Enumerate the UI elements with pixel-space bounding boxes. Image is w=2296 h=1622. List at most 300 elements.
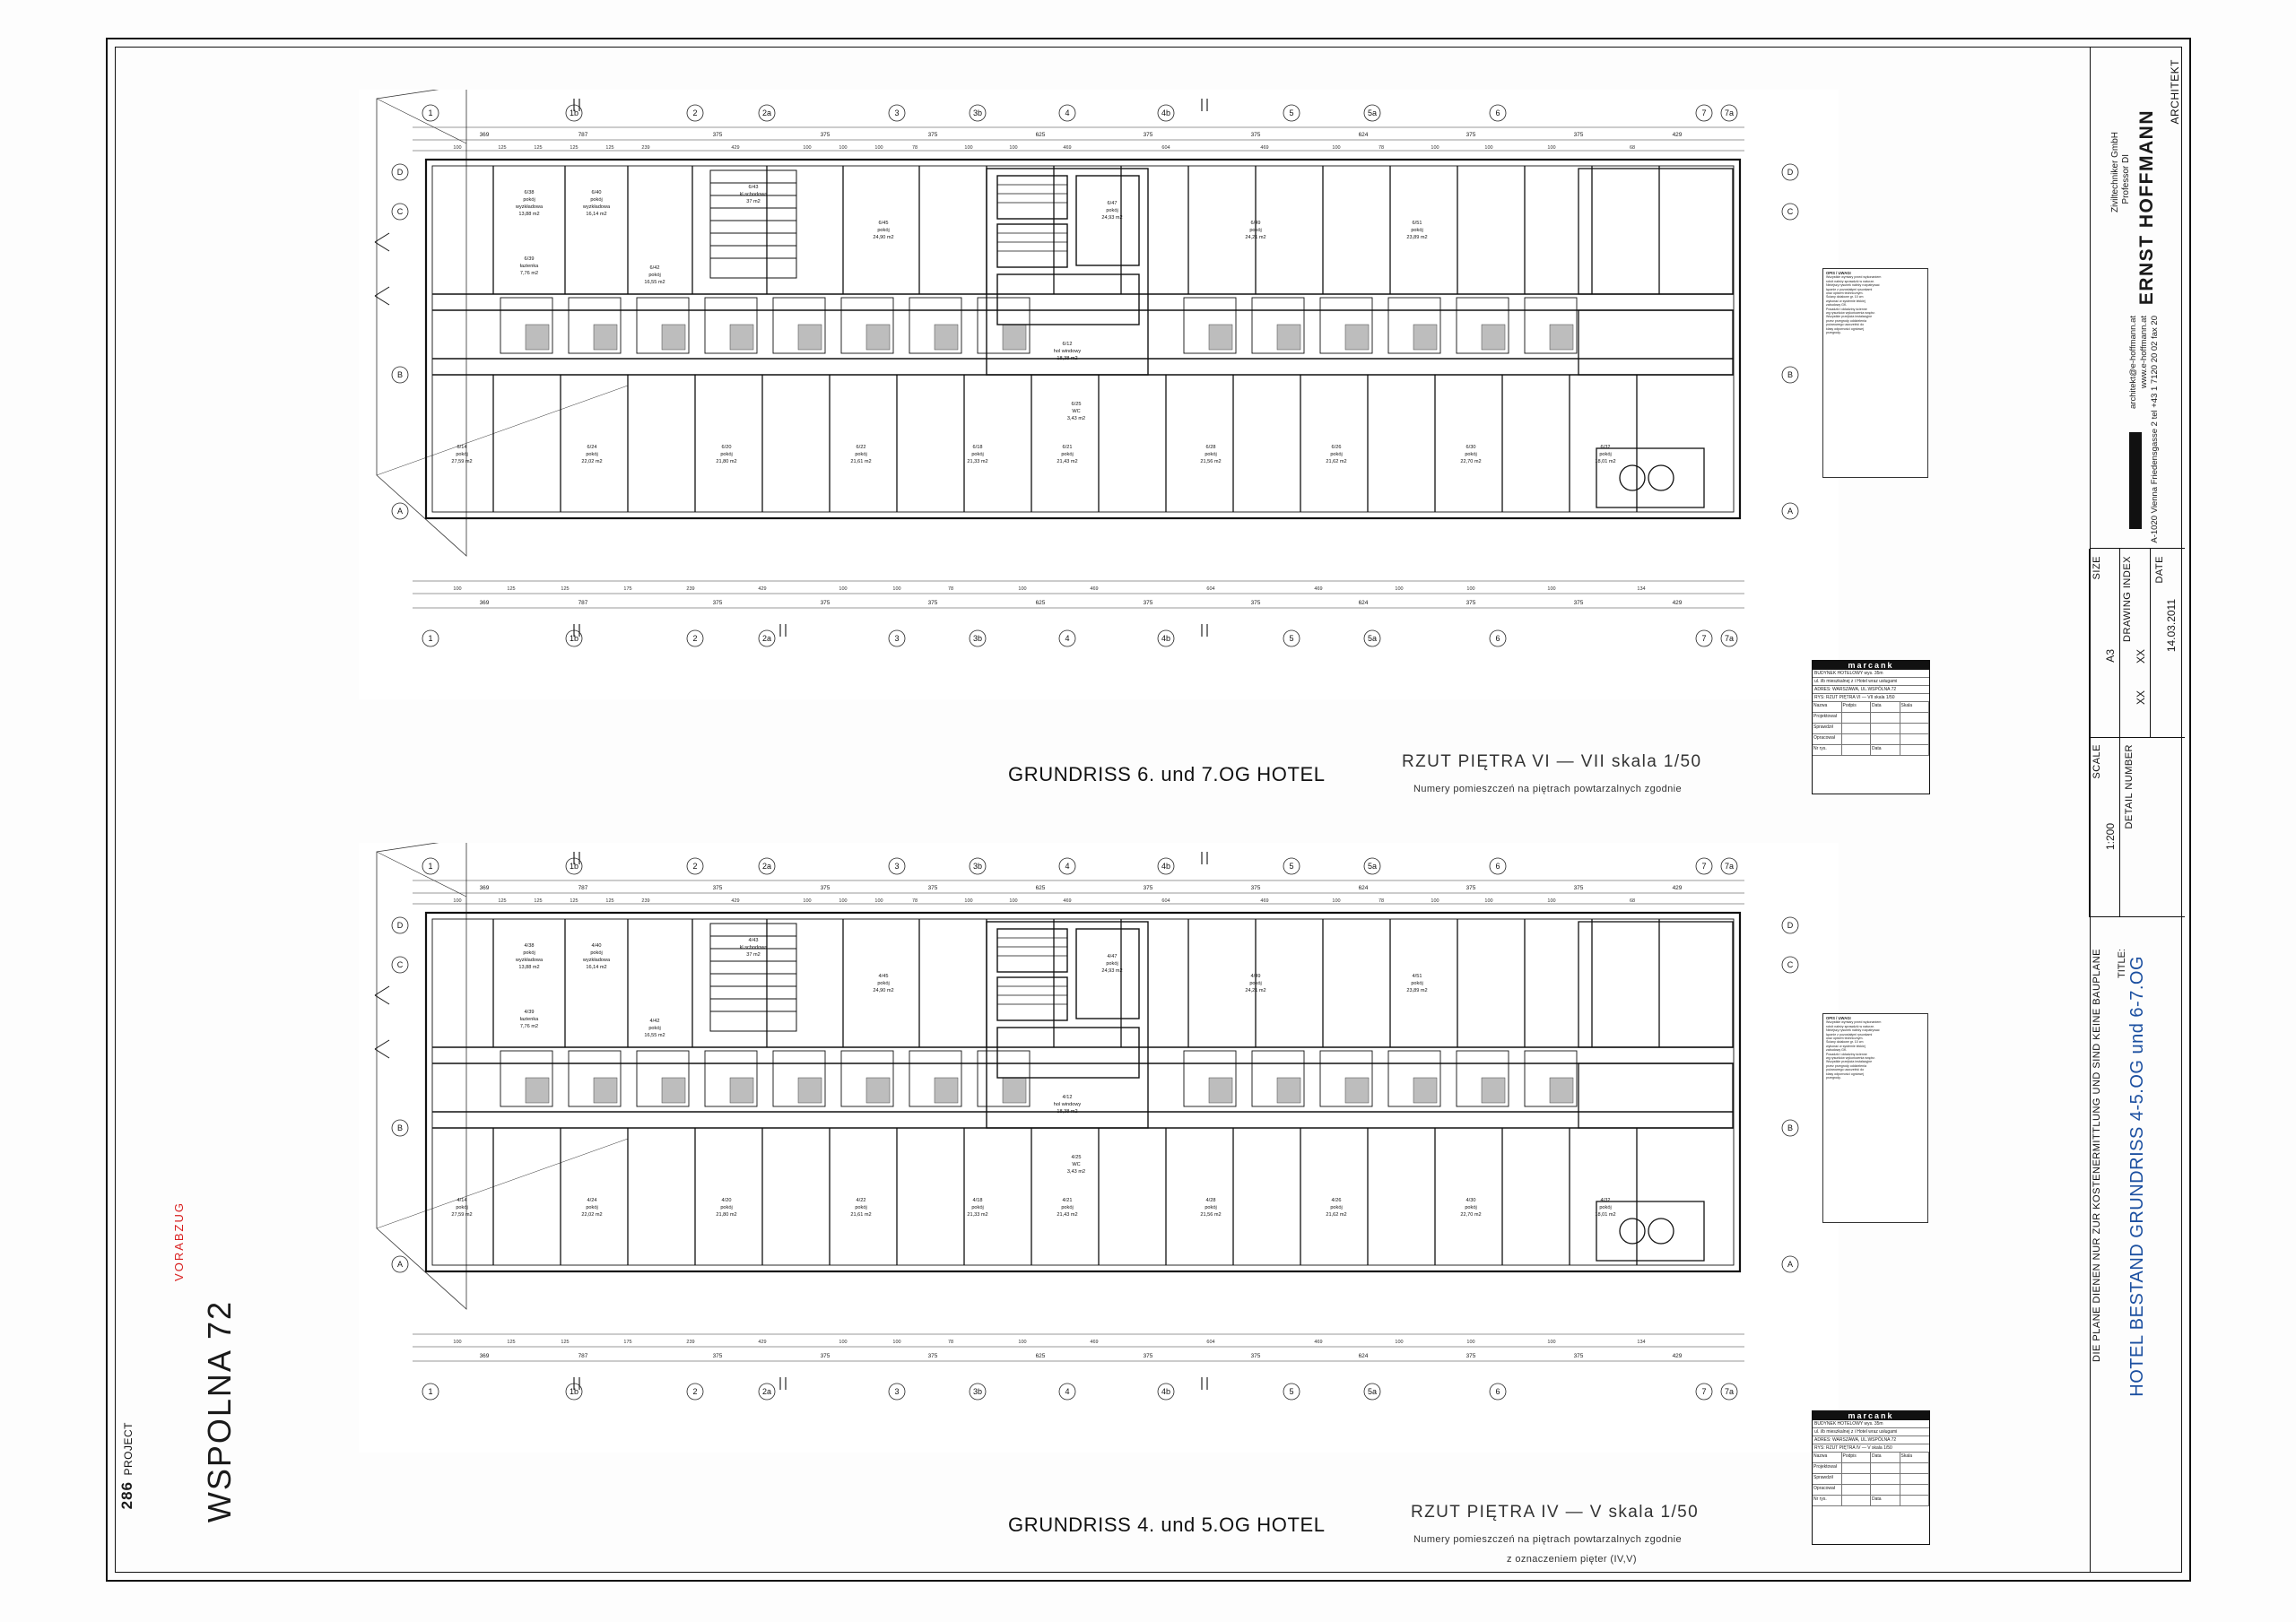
- svg-text:4/40: 4/40: [591, 943, 602, 949]
- svg-text:375: 375: [1573, 600, 1584, 606]
- svg-text:21,43 m2: 21,43 m2: [1057, 459, 1078, 464]
- svg-text:pokój: pokój: [1599, 1205, 1612, 1210]
- svg-text:24,93 m2: 24,93 m2: [1101, 215, 1123, 221]
- svg-text:4/25: 4/25: [1071, 1155, 1082, 1160]
- legend-line: łącznie z pozostałymi rysunkami: [1826, 287, 1873, 291]
- svg-text:B: B: [1787, 370, 1794, 379]
- svg-text:5: 5: [1289, 1387, 1294, 1396]
- date-label: DATE: [2154, 556, 2165, 584]
- svg-text:4: 4: [1065, 1387, 1070, 1396]
- plan-caption-lower-pl: RZUT PIĘTRA IV — V skala 1/50: [1411, 1503, 1700, 1522]
- svg-text:469: 469: [1090, 1340, 1099, 1345]
- svg-text:4/28: 4/28: [1205, 1198, 1216, 1203]
- svg-text:100: 100: [874, 898, 883, 904]
- svg-text:5a: 5a: [1367, 862, 1378, 871]
- svg-text:429: 429: [1672, 885, 1683, 891]
- svg-text:125: 125: [534, 145, 543, 151]
- stamp-line2-lower: ul. i/b mieszkalnej z i Hotel wraz usługami: [1813, 1428, 1929, 1436]
- svg-text:369: 369: [479, 600, 490, 606]
- legend-title-upper: OPIS / UWAGI: [1826, 271, 1851, 275]
- svg-text:pokój: pokój: [1061, 452, 1074, 457]
- date-cell: [2150, 549, 2185, 738]
- svg-text:6/39: 6/39: [524, 256, 535, 262]
- svg-text:100: 100: [1431, 145, 1439, 151]
- svg-text:375: 375: [927, 132, 938, 138]
- svg-text:5a: 5a: [1367, 634, 1378, 643]
- svg-text:pokój: pokój: [590, 950, 603, 956]
- scale-value: 1:200: [2104, 823, 2117, 851]
- svg-text:27,59 m2: 27,59 m2: [451, 459, 473, 464]
- stamp-cell: Data: [1871, 745, 1900, 756]
- svg-text:375: 375: [1465, 1353, 1476, 1359]
- svg-text:pokój: pokój: [1106, 961, 1118, 967]
- plan-note-upper-1: Numery pomieszczeń na piętrach powtarzalnych zgodnie: [1413, 784, 1682, 794]
- svg-text:6/51: 6/51: [1412, 221, 1422, 226]
- svg-text:7a: 7a: [1724, 862, 1735, 871]
- svg-text:1: 1: [428, 862, 433, 871]
- stamp-cell: [1871, 713, 1900, 724]
- svg-text:4/47: 4/47: [1107, 954, 1118, 959]
- svg-text:16,14 m2: 16,14 m2: [586, 212, 607, 217]
- svg-text:375: 375: [1250, 600, 1261, 606]
- svg-text:100: 100: [839, 1340, 848, 1345]
- svg-text:24,21 m2: 24,21 m2: [1245, 988, 1266, 993]
- svg-text:23,89 m2: 23,89 m2: [1406, 988, 1428, 993]
- svg-text:6/49: 6/49: [1250, 221, 1261, 226]
- svg-text:100: 100: [874, 145, 883, 151]
- svg-text:125: 125: [498, 145, 507, 151]
- svg-text:pokój: pokój: [855, 452, 867, 457]
- legend-line: Wszystkie wymiary przed wykonaniem: [1826, 1020, 1882, 1025]
- stamp-cell: [1842, 1463, 1872, 1474]
- stamp-cell: Data: [1871, 1496, 1900, 1506]
- legend-box-lower: [1822, 1013, 1928, 1223]
- svg-text:125: 125: [507, 586, 516, 592]
- svg-text:pokój: pokój: [1599, 452, 1612, 457]
- svg-text:469: 469: [1260, 145, 1269, 151]
- floor-plan-6-7og-drawing: [359, 90, 1839, 699]
- detail-number-cell: [2119, 737, 2185, 917]
- svg-text:369: 369: [479, 885, 490, 891]
- architect-web: www.e-hoffmann.at: [2139, 316, 2149, 389]
- svg-text:100: 100: [892, 586, 901, 592]
- svg-text:4: 4: [1065, 862, 1070, 871]
- svg-text:100: 100: [453, 1340, 462, 1345]
- svg-text:4b: 4b: [1161, 108, 1171, 117]
- svg-text:625: 625: [1035, 132, 1046, 138]
- svg-text:4/21: 4/21: [1062, 1198, 1073, 1203]
- svg-text:787: 787: [578, 885, 588, 891]
- svg-text:375: 375: [927, 1353, 938, 1359]
- stamp-col-header: Nazwa: [1813, 1453, 1842, 1463]
- svg-text:100: 100: [453, 586, 462, 592]
- floor-plan-4-5og: [359, 843, 1839, 1453]
- svg-text:78: 78: [911, 145, 918, 151]
- svg-text:375: 375: [927, 885, 938, 891]
- svg-text:pokój: pokój: [1249, 228, 1262, 233]
- svg-text:100: 100: [1009, 145, 1018, 151]
- svg-text:7: 7: [1701, 1387, 1707, 1396]
- svg-text:pokój: pokój: [648, 1026, 661, 1031]
- title-main: HOTEL BESTAND GRUNDRISS 4-5.OG und 6-7.OG: [2127, 956, 2147, 1397]
- left-label-stack: [115, 1076, 276, 1578]
- legend-box-upper: [1822, 268, 1928, 478]
- svg-text:pokój: pokój: [1249, 981, 1262, 986]
- svg-text:4/49: 4/49: [1250, 974, 1261, 979]
- svg-text:pokój: pokój: [877, 981, 890, 986]
- svg-text:1: 1: [428, 108, 433, 117]
- svg-text:4/32: 4/32: [1600, 1198, 1611, 1203]
- svg-text:6/47: 6/47: [1107, 201, 1118, 206]
- svg-text:22,70 m2: 22,70 m2: [1460, 1212, 1482, 1218]
- svg-text:429: 429: [1672, 132, 1683, 138]
- legend-line: zabudowy GK.: [1826, 1048, 1848, 1053]
- svg-text:6/42: 6/42: [649, 265, 660, 271]
- svg-text:125: 125: [570, 898, 578, 904]
- svg-text:pokój: pokój: [1205, 452, 1217, 457]
- svg-text:787: 787: [578, 600, 588, 606]
- svg-text:6/18: 6/18: [972, 445, 983, 450]
- legend-line: Niniejszy rysunek należy rozpatrywać: [1826, 283, 1880, 288]
- stamp-cell: [1842, 745, 1872, 756]
- svg-text:7: 7: [1701, 862, 1707, 871]
- svg-text:604: 604: [1206, 586, 1215, 592]
- svg-text:5: 5: [1289, 634, 1294, 643]
- svg-text:A: A: [1787, 507, 1794, 516]
- svg-text:68: 68: [1629, 145, 1636, 151]
- svg-text:1: 1: [428, 634, 433, 643]
- stamp-address-lower: ADRES: WARSZAWA, UL.WSPÓLNA 72: [1813, 1436, 1929, 1444]
- svg-text:pokój: pokój: [1465, 1205, 1477, 1210]
- svg-text:100: 100: [1547, 145, 1556, 151]
- svg-text:A: A: [396, 507, 404, 516]
- stamp-cell: [1900, 1474, 1930, 1485]
- svg-text:37 m2: 37 m2: [746, 199, 761, 204]
- svg-text:4/43: 4/43: [748, 938, 759, 943]
- svg-text:3b: 3b: [972, 108, 983, 117]
- svg-text:5: 5: [1289, 862, 1294, 871]
- svg-text:1b: 1b: [569, 862, 579, 871]
- svg-text:D: D: [396, 921, 404, 930]
- svg-text:4/20: 4/20: [721, 1198, 732, 1203]
- svg-text:pokój: pokój: [456, 452, 468, 457]
- stamp-cell: [1871, 724, 1900, 734]
- svg-text:3b: 3b: [972, 862, 983, 871]
- svg-text:pokój: pokój: [1411, 228, 1423, 233]
- svg-text:68: 68: [1629, 898, 1636, 904]
- svg-text:375: 375: [1250, 1353, 1261, 1359]
- svg-text:24,90 m2: 24,90 m2: [873, 235, 894, 240]
- legend-line: przez przegrody oddzielenia: [1826, 318, 1866, 323]
- svg-text:125: 125: [534, 898, 543, 904]
- title-cell: [2090, 916, 2185, 1573]
- svg-text:pokój: pokój: [586, 1205, 598, 1210]
- svg-text:78: 78: [947, 1340, 954, 1345]
- scale-cell: [2089, 737, 2120, 917]
- svg-text:624: 624: [1358, 1353, 1369, 1359]
- svg-text:4/30: 4/30: [1465, 1198, 1476, 1203]
- stamp-col-header: Skala: [1900, 702, 1930, 713]
- svg-text:37 m2: 37 m2: [746, 952, 761, 958]
- svg-text:375: 375: [927, 600, 938, 606]
- svg-text:6: 6: [1495, 108, 1500, 117]
- svg-text:100: 100: [1009, 898, 1018, 904]
- legend-line: Ściany działowe gr. 10 cm: [1826, 295, 1864, 299]
- legend-body-upper: [1826, 275, 1925, 334]
- stamp-drawing-lower: RYS: RZUT PIĘTRA IV — V skala 1/50: [1813, 1444, 1929, 1453]
- project-label: PROJECT: [122, 1422, 135, 1476]
- legend-line: robót należy sprawdzić w naturze.: [1826, 1024, 1875, 1028]
- svg-text:369: 369: [479, 132, 490, 138]
- svg-text:D: D: [1787, 168, 1794, 177]
- svg-text:3,43 m2: 3,43 m2: [1066, 1169, 1086, 1175]
- svg-text:21,80 m2: 21,80 m2: [716, 1212, 737, 1218]
- svg-text:22,02 m2: 22,02 m2: [581, 1212, 603, 1218]
- svg-text:100: 100: [803, 898, 812, 904]
- architect-name: ERNST HOFFMANN: [2136, 109, 2157, 306]
- svg-text:175: 175: [623, 1340, 632, 1345]
- svg-text:100: 100: [1395, 586, 1404, 592]
- stamp-cell: Opracował: [1813, 734, 1842, 745]
- stamp-col-header: Podpis: [1842, 1453, 1872, 1463]
- svg-text:100: 100: [1018, 1340, 1027, 1345]
- stamp-cell: [1900, 1496, 1930, 1506]
- svg-text:5a: 5a: [1367, 108, 1378, 117]
- scale-label: SCALE: [2092, 744, 2102, 779]
- svg-text:469: 469: [1314, 586, 1323, 592]
- svg-text:625: 625: [1035, 885, 1046, 891]
- stamp-cell: [1871, 1485, 1900, 1496]
- svg-text:pokój: pokój: [648, 273, 661, 278]
- plan-caption-lower-de: GRUNDRISS 4. und 5.OG HOTEL: [1008, 1514, 1326, 1536]
- svg-text:6/28: 6/28: [1205, 445, 1216, 450]
- svg-text:787: 787: [578, 1353, 588, 1359]
- stamp-cell: [1900, 745, 1930, 756]
- svg-text:100: 100: [1547, 898, 1556, 904]
- svg-text:624: 624: [1358, 885, 1369, 891]
- architect-role-2: Ziviltechniker GmbH: [2110, 132, 2120, 213]
- svg-text:7a: 7a: [1724, 1387, 1735, 1396]
- svg-text:100: 100: [1547, 586, 1556, 592]
- stamp-grid-lower: [1813, 1453, 1929, 1506]
- svg-text:6/14: 6/14: [457, 445, 467, 450]
- svg-text:21,61 m2: 21,61 m2: [850, 459, 872, 464]
- svg-text:375: 375: [820, 132, 831, 138]
- svg-text:604: 604: [1161, 898, 1170, 904]
- svg-text:wyzkładowa: wyzkładowa: [515, 204, 544, 210]
- svg-text:pokój: pokój: [720, 1205, 733, 1210]
- stamp-cell: Sprawdził: [1813, 724, 1842, 734]
- stamp-drawing-upper: RYS: RZUT PIĘTRA VI — VII skala 1/50: [1813, 694, 1929, 702]
- svg-text:78: 78: [1378, 145, 1385, 151]
- svg-text:100: 100: [1466, 1340, 1475, 1345]
- legend-line: Posadzki i okładziny ścienne: [1826, 307, 1867, 311]
- svg-text:6/20: 6/20: [721, 445, 732, 450]
- svg-text:3: 3: [894, 108, 900, 117]
- building-name: WSPOLNA 72: [201, 1300, 238, 1523]
- legend-title-lower: OPIS / UWAGI: [1826, 1016, 1851, 1020]
- size-cell: [2089, 549, 2120, 738]
- svg-text:pokój: pokój: [971, 1205, 984, 1210]
- svg-text:78: 78: [911, 898, 918, 904]
- svg-text:A: A: [1787, 1260, 1794, 1269]
- plan-caption-upper-de: GRUNDRISS 6. und 7.OG HOTEL: [1008, 763, 1326, 785]
- svg-text:1b: 1b: [569, 634, 579, 643]
- svg-text:16,55 m2: 16,55 m2: [644, 1033, 665, 1038]
- svg-text:6/21: 6/21: [1062, 445, 1073, 450]
- svg-text:21,56 m2: 21,56 m2: [1200, 459, 1222, 464]
- svg-text:125: 125: [507, 1340, 516, 1345]
- svg-text:21,56 m2: 21,56 m2: [1200, 1212, 1222, 1218]
- svg-text:134: 134: [1637, 1340, 1646, 1345]
- svg-text:B: B: [396, 370, 404, 379]
- stamp-cell: [1900, 724, 1930, 734]
- svg-text:239: 239: [686, 586, 695, 592]
- stamp-logo-lower: marcank: [1813, 1411, 1929, 1420]
- svg-text:D: D: [1787, 921, 1794, 930]
- floor-plan-6-7og: [359, 90, 1839, 699]
- svg-text:2a: 2a: [761, 108, 772, 117]
- svg-text:pokój: pokój: [590, 197, 603, 203]
- svg-text:5a: 5a: [1367, 1387, 1378, 1396]
- svg-text:175: 175: [623, 586, 632, 592]
- architect-contact: architekt@e-hoffmann.at: [2128, 316, 2138, 409]
- svg-text:C: C: [1787, 207, 1794, 216]
- svg-text:100: 100: [1332, 145, 1341, 151]
- svg-text:100: 100: [839, 145, 848, 151]
- legend-line: pożarowego uszczelnić do: [1826, 1068, 1865, 1072]
- svg-text:100: 100: [453, 145, 462, 151]
- plan-caption-upper-pl: RZUT PIĘTRA VI — VII skala 1/50: [1402, 752, 1702, 771]
- svg-text:375: 375: [1143, 885, 1153, 891]
- svg-text:4/51: 4/51: [1412, 974, 1422, 979]
- svg-text:4: 4: [1065, 634, 1070, 643]
- legend-body-lower: [1826, 1020, 1925, 1080]
- svg-text:2a: 2a: [761, 862, 772, 871]
- vorabzug-label: VORABZUG: [172, 1201, 186, 1281]
- svg-text:21,62 m2: 21,62 m2: [1326, 459, 1347, 464]
- svg-text:4/42: 4/42: [649, 1019, 660, 1024]
- svg-text:375: 375: [1573, 132, 1584, 138]
- size-value: A3: [2104, 649, 2117, 663]
- svg-text:pokój: pokój: [877, 228, 890, 233]
- svg-text:375: 375: [712, 1353, 723, 1359]
- svg-text:6/38: 6/38: [524, 190, 535, 195]
- plan-note-lower-1: Numery pomieszczeń na piętrach powtarzalnych zgodnie: [1413, 1534, 1682, 1545]
- svg-text:100: 100: [453, 898, 462, 904]
- svg-text:125: 125: [570, 145, 578, 151]
- svg-text:2a: 2a: [761, 634, 772, 643]
- svg-text:2: 2: [692, 1387, 698, 1396]
- svg-text:kl.schodowa: kl.schodowa: [739, 945, 768, 950]
- stamp-line2-upper: ul. i/b mieszkalnej z i Hotel wraz usługami: [1813, 678, 1929, 686]
- stamp-grid-upper: [1813, 702, 1929, 756]
- svg-text:2: 2: [692, 862, 698, 871]
- svg-text:WC: WC: [1072, 409, 1081, 414]
- svg-text:375: 375: [712, 132, 723, 138]
- legend-line: oraz opisem technicznym.: [1826, 291, 1864, 296]
- svg-text:21,43 m2: 21,43 m2: [1057, 1212, 1078, 1218]
- stamp-cell: [1842, 1485, 1872, 1496]
- svg-text:78: 78: [1378, 898, 1385, 904]
- svg-text:100: 100: [1484, 145, 1493, 151]
- svg-text:13,88 m2: 13,88 m2: [518, 212, 540, 217]
- stamp-cell: [1842, 1474, 1872, 1485]
- svg-text:C: C: [396, 207, 404, 216]
- svg-text:125: 125: [561, 1340, 570, 1345]
- svg-text:375: 375: [1573, 885, 1584, 891]
- svg-text:2: 2: [692, 634, 698, 643]
- svg-text:4/18: 4/18: [972, 1198, 983, 1203]
- stamp-cell: [1842, 1496, 1872, 1506]
- svg-text:429: 429: [758, 586, 767, 592]
- stamp-cell: [1842, 724, 1872, 734]
- svg-text:wyzkładowa: wyzkładowa: [582, 204, 611, 210]
- svg-text:B: B: [1787, 1123, 1794, 1132]
- svg-text:B: B: [396, 1123, 404, 1132]
- svg-text:100: 100: [1484, 898, 1493, 904]
- legend-line: wykonać w systemie lekkiej: [1826, 299, 1866, 303]
- legend-line: łącznie z pozostałymi rysunkami: [1826, 1032, 1873, 1037]
- svg-text:pokój: pokój: [971, 452, 984, 457]
- svg-text:27,59 m2: 27,59 m2: [451, 1212, 473, 1218]
- svg-text:429: 429: [1672, 600, 1683, 606]
- svg-text:469: 469: [1260, 898, 1269, 904]
- svg-text:375: 375: [712, 600, 723, 606]
- svg-text:6/22: 6/22: [856, 445, 866, 450]
- svg-text:3b: 3b: [972, 634, 983, 643]
- stamp-line1-upper: BUDYNEK HOTELOWY wys. 35m: [1813, 670, 1929, 678]
- svg-text:22,70 m2: 22,70 m2: [1460, 459, 1482, 464]
- svg-text:pokój: pokój: [855, 1205, 867, 1210]
- svg-text:7a: 7a: [1724, 108, 1735, 117]
- svg-text:WC: WC: [1072, 1162, 1081, 1167]
- plan-note-lower-2: z oznaczeniem pięter (IV,V): [1507, 1554, 1637, 1565]
- svg-text:pokój: pokój: [586, 452, 598, 457]
- svg-text:375: 375: [820, 1353, 831, 1359]
- svg-text:7,76 m2: 7,76 m2: [519, 271, 539, 276]
- svg-text:3: 3: [894, 634, 900, 643]
- svg-text:4: 4: [1065, 108, 1070, 117]
- svg-text:375: 375: [1143, 132, 1153, 138]
- svg-text:100: 100: [1466, 586, 1475, 592]
- svg-text:4b: 4b: [1161, 862, 1171, 871]
- svg-text:hol windowy: hol windowy: [1053, 349, 1082, 354]
- legend-line: przegrody.: [1826, 331, 1841, 335]
- legend-line: wykonać w systemie lekkiej: [1826, 1044, 1866, 1048]
- legend-line: Ściany działowe gr. 10 cm: [1826, 1040, 1864, 1045]
- legend-line: Wszystkie przejścia instalacyjne: [1826, 1060, 1873, 1064]
- legend-line: zabudowy GK.: [1826, 303, 1848, 308]
- svg-text:5: 5: [1289, 108, 1294, 117]
- project-number: 286: [118, 1481, 135, 1510]
- svg-text:78: 78: [947, 586, 954, 592]
- svg-text:21,80 m2: 21,80 m2: [716, 459, 737, 464]
- legend-line: Niniejszy rysunek należy rozpatrywać: [1826, 1028, 1880, 1033]
- svg-text:6/12: 6/12: [1062, 342, 1073, 347]
- svg-text:134: 134: [1637, 586, 1646, 592]
- stamp-cell: [1871, 1474, 1900, 1485]
- legend-line: klasy odporności ogniowej: [1826, 326, 1864, 331]
- svg-text:6/25: 6/25: [1071, 402, 1082, 407]
- svg-text:429: 429: [1672, 1353, 1683, 1359]
- stamp-cell: Projektował: [1813, 1463, 1842, 1474]
- svg-text:6: 6: [1495, 862, 1500, 871]
- svg-text:4/14: 4/14: [457, 1198, 467, 1203]
- architect-label: ARCHITEKT: [2169, 59, 2181, 125]
- svg-text:4/38: 4/38: [524, 943, 535, 949]
- svg-text:469: 469: [1090, 586, 1099, 592]
